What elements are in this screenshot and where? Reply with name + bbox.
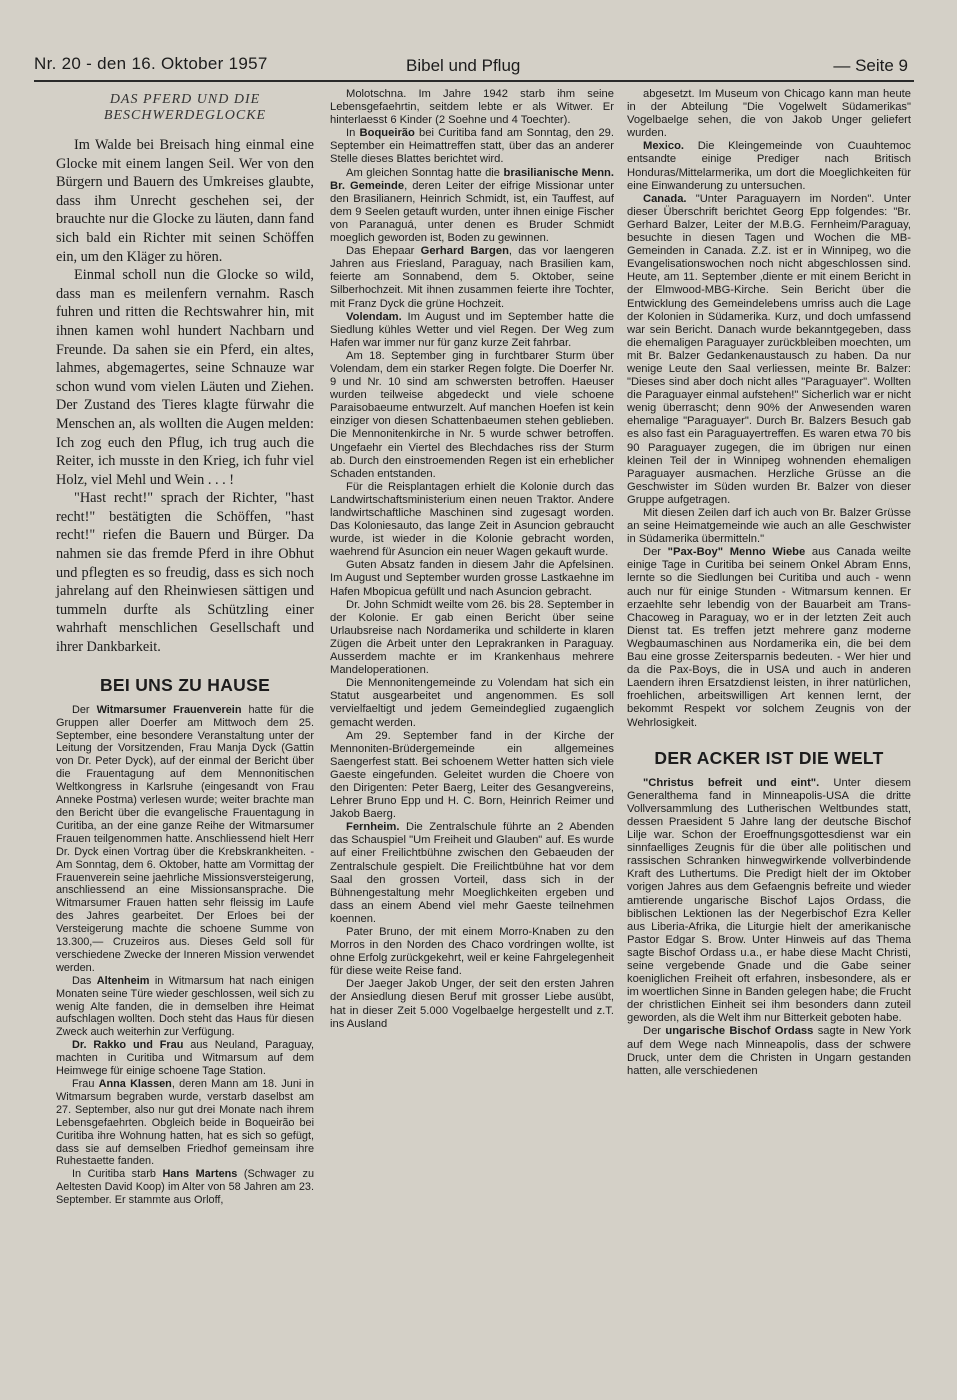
news-item: Fernheim. Die Zentralschule führte an 2 Abenden das Schauspiel "Um Freiheit und Glauben" auf. Es wurde auf einer Freilichtbühne zwischen den Gebaeuden der Zentralschule gespielt. Die Freilichtbühne hat vor dem Saal den grossen Vorteil, dass sich in der Bühnengestaltung mehr Moeglichkeiten ergeben und dass an einem Abend viel mehr Gaeste teilnehmen koennen. (330, 821, 614, 925)
newspaper-title: Bibel und Pflug (406, 56, 521, 75)
news-item: Am gleichen Sonntag hatte die brasilianische Menn. Br. Gemeinde, deren Leiter der eifrige Missionar unter den Brasilianern, Heinrich Schmidt, ist, ein Tauffest, auf dem 9 Seelen getauft wurden, unter ihnen einige Fischer von Paranaguá, unter denen es Bruder Schmidt moeglich geworden ist, Boden zu gewinnen. (330, 166, 615, 245)
news-list-home (56, 704, 314, 1207)
news-item: Canada. "Unter Paraguayern im Norden". Unter dieser Überschrift berichtet Georg Epp folgendes: "Br. Gerhard Balzer, Leiter der M.B.G. Fernheim/Paraguay, besuchte in diesen Tagen und Wochen die MB-Gemeinden in Canada. Z.Z. ist er in Winnipeg, wo die Evangelisationswochen noch nicht abgeschlossen sind. Heute, am 11. September ‚diente er mit einem Bericht in der Elmwood-MBG-Kirche. Sein Bericht über die Entwicklung des Gemeindelebens umriss auch die Lage der Kolonien in Südamerika. Kurz, und doch umfassend war sein Bericht. Danach wurde bekanntgegeben, dass die ehemaligen Paraguayer zurückbleiben moechten, um mit Br. Balzer Gedankenaustausch zu haben. Da nur wenige Leute den Saal verliessen, meinte Br. Balzer: "Dieses sind aber doch nicht alles "Paraguayer". Wollten die Paraguayer einmal aufstehen!" Sicherlich war er nicht wenig überrascht; denn 90% der Anwesenden waren ehemalige "Paraguayer". Durch Br. Balzers Besuch gab es also fast ein Paraguayertreffen. Es waren etwa 70 bis 90 Paraguayer zugegen, die im übrigen nur einen kleinen Teil der in Winnipeg wohnenden ehemaligen Paraguayer ausmachen. Herzliche Grüsse an die Geschwister im Süden wurden Br. Balzer von dieser Gruppe aufgetragen. (627, 192, 911, 506)
story-body (56, 136, 314, 657)
news-item: Dr. Rakko und Frau aus Neuland, Paraguay, machten in Curitiba und Witmarsum auf dem Heimwege für einige schoene Tage Station. (56, 1039, 314, 1078)
news-item: Die Mennonitengemeinde zu Volendam hat sich ein Statut ausgearbeitet und angenommen. Es soll vervielfaeltigt und jedem Gemeindeglied zugaenglich gemacht werden. (330, 677, 614, 729)
news-item: Am 18. September ging in furchtbarer Sturm über Volendam, dem ein starker Regen folgte. Die Doerfer Nr. 9 und Nr. 10 sind am schwersten betroffen. Haeuser wurden teilweise abgedeckt und viele schoene Paraisobaeume entwurzelt. Auf manchen Hoefen ist kein einziger von diesen Schattenbaeumen stehen geblieben. Die Mennonitenkirche in Nr. 5 wurde schwer betroffen. Ungefaehr ein Viertel des Blechdaches riss der Sturm ab. Durch den einstroemenden Regen ist ein erheblicher Schaden entstanden. (330, 349, 614, 480)
news-item: Der ungarische Bischof Ordass sagte in New York auf dem Wege nach Minneapolis, dass der schwere Druck, unter dem die Christen in Ungarn gestanden hatten, alle verschiedenen (627, 1025, 911, 1077)
news-item: In Curitiba starb Hans Martens (Schwager zu Aeltesten David Koop) im Alter von 58 Jahren am 23. September. Er stammte aus Orloff, (56, 1168, 315, 1207)
page-number: — Seite 9 (833, 56, 908, 75)
news-item: Der "Pax-Boy" Menno Wiebe aus Canada weilte einige Tage in Curitiba bei seinem Onkel Abram Enns, lernte so die Siedlungen bei Curitiba und auch - wenn auch nur für einige Stunden - Witmarsum kennen. Er erzaehlte sehr lebendig von der Bauarbeit am Trans-Chacoweg in Paraguay, wo er in der letzten Zeit auch Dienst tat. Es treffen jetzt mehrere ganz moderne Wegbaumaschinen aus Nordamerika ein, die bei dem Bau eine grosse Zeitersparnis bedeuten. - Wer hier und da die Pax-Boys, die in USA und auch in anderen Laendern ihren Ersatzdienst leisten, in ihrer natürlichen, froehlichen, arbeitswilligen Art kennen lernt, der bekommt Respekt vor solchem Zeugnis von der Wehrlosigkeit. (627, 546, 911, 729)
news-item: Dr. John Schmidt weilte vom 26. bis 28. September in der Kolonie. Er gab einen Bericht über seine Urlaubsreise nach Nordamerika und schilderte in klaren Zügen die Arbeit unter den Leprakranken in Paraguay. Ausserdem machte er im Krankenhaus mehrere Mandeloperationen. (330, 598, 614, 677)
section-heading-world: DER ACKER IST DIE WELT (654, 747, 884, 768)
issue-date: Nr. 20 - den 16. Oktober 1957 (34, 54, 268, 73)
news-item: Am 29. September fand in der Kirche der Mennoniten-Brüdergemeinde ein allgemeines Saengerfest statt. Bei schoenem Wetter hatten sich viele Gaeste eingefunden. Geleitet wurden die Choere von den Dirigenten: Peter Baerg, Leiter des Gesangvereins, Lehrer Bruno Epp und H. C. Born, Heinrich Reimer und Jakob Baerg. (330, 729, 614, 821)
news-item: Pater Bruno, der mit einem Morro-Knaben zu den Morros in den Norden des Chaco vordringen wollte, ist ohne Erfolg zurückgekehrt, weil er keine Fahrgelegenheit für diese weite Reise fand. (330, 926, 614, 978)
news-item: Mexico. Die Kleingemeinde von Cuauhtemoc entsandte einige Prediger nach Britisch Honduras/Mittelarmerika, um dort die Moeglichkeiten für eine Einwanderung zu untersuchen. (627, 140, 911, 192)
news-item: Der Jaeger Jakob Unger, der seit den ersten Jahren der Ansiedlung diesen Beruf mit grosser Liebe ausübt, hat in dieser Zeit 5.000 Vogelbaelge hergestellt und z.T. ins Ausland (330, 978, 614, 1030)
news-item: Guten Absatz fanden in diesem Jahr die Apfelsinen. Im August und September wurden grosse Lastkaehne im Hafen Mbopicua gefüllt und nach Asuncion gebracht. (330, 559, 614, 598)
news-item: In Boqueirão bei Curitiba fand am Sonntag, den 29. September ein Heimattreffen statt, über das an anderer Stelle dieses Blattes berichtet wird. (330, 127, 614, 166)
news-item: Der Witmarsumer Frauenverein hatte für die Gruppen aller Doerfer am Mittwoch dem 25. September, eine besondere Veranstaltung unter der Leitung der Vorsitzenden, Frau Manja Dyck (Gattin von Dr. Peter Dyck), auf der einmal der Bericht über die Frauentagung auf dem Mennonitischen Weltkongress in Karlsruhe (eingesandt von Frau Anneke Postma) verlesen wurde; weiter brachte man den Bericht über die evangelische Frauentagung in Curitiba, an der eine ganze Reihe der Witmarsumer Frauen teilgenommen hatte. Anschliessend hielt Herr Dr. Dyck einen Vortrag über die Krebskrankheiten. - Am Sonntag, dem 6. Oktober, hatte am Vormittag der Frauenverein seine jaehrliche Missionsversteigerung, anschliessend an eine Missionsansprache. Die Witmarsumer Frauen hatten sehr fleissig im Laufe des Jahres gearbeitet. Der Erloes bei der Versteigerung machte die schoene Summe von 13.300,— Cruzeiros aus. Dieses Geld soll für verschiedene Zwecke der Inneren Mission verwendet werden. (56, 703, 314, 974)
news-item: abgesetzt. Im Museum von Chicago kann man heute in der Abteilung "Die Vogelwelt Südamerikas" Vogelbaelge sehen, die von Jakob Unger geliefert wurden. (627, 88, 911, 140)
story-paragraph: Einmal scholl nun die Glocke so wild, dass man es meilenfern vernahm. Rasch fuhren und ritten die Rechtswahrer hin, mit ihnen kamen wohl hundert Nachbarn und Freunde. Da sahen sie ein Pferd, ein altes, lahmes, abgemagertes, seine Schnauze war schon wund vom vielen Läuten und Ziehen. Der Zustand des Tieres klagte fürwahr die Menschen an, als wollten die Augen melden: Ich zog euch den Pflug, ich trug auch die Reiter, ich musste in den Krieg, ich fuhr viel Holz, viel Mehl und Wein . . . ! (56, 267, 314, 488)
news-item: "Christus befreit und eint". Unter diesem Generalthema fand in Minneapolis-USA die dritte Vollversammlung des Lutherischen Weltbundes statt, dessen Praesident 5 Jahre lang der deutsche Bischof Lilje war. Schon der Eroeffnungsgottesdienst war ein sinnfaelliges Zeugnis für die über alle politischen und rassischen Schranken hinwegwirkende vollverbindende Kraft des Luthertums. Die Predigt hielt der im Oktober vorigen Jahres aus dem Gefaengnis befreite und wieder amtierende ungarische Bischof Lajos Ordass, die biblischen Lektionen las der Negerbischof Ezra Keller aus Liberia-Afrika, die Liturgie hielt der amerikanische Pastor Edgar S. Brow. Unter Hinweis auf das Thema sagte Bischof Ordass u.a., er habe diese Macht Christi, seine vergebende Gnade und die Gabe seiner koeniglichen Freiheit oft erfahren, insbesondere, als er im woertlichen Sinne in Banden gelegen habe; die Frucht der christlichen Einheit sei ihm besonders dann zuteil geworden, als die Welt ihm nur Bitterkeit geboten habe. (627, 776, 911, 1025)
story-paragraph: "Hast recht!" sprach der Richter, "hast recht!" bestätigten die Schöffen, "hast recht!" riefen die Bauern und Bürger. Da nahmen sie das fremde Pferd in ihre Obhut und pflegten es so freudig, dass es sich noch jahrelang auf den Rheinwiesen sättigen und tummeln durfte als Schützling einer wahrhaft menschlichen Gesellschaft und ihrer Dankbarkeit. (56, 490, 314, 656)
page-header (34, 50, 914, 82)
column-1 (56, 88, 314, 1207)
column-3 (627, 88, 911, 1078)
story-title: DAS PFERD UND DIE BESCHWERDEGLOCKE (103, 92, 267, 123)
news-item: Volendam. Im August und im September hatte die Siedlung kühles Wetter und viel Regen. Der Weg zum Hafen war immer nur für ganz kurze Zeit fahrbar. (330, 310, 614, 349)
news-item: Das Ehepaar Gerhard Bargen, das vor laengeren Jahren aus Friesland, Paraguay, nach Brasilien kam, feierte am Sonnabend, dem 5. Oktober, seine Silberhochzeit. Mit ihnen zusammen feierte ihre Tochter, mit Franz Dyck die grüne Hochzeit. (330, 245, 614, 310)
story-paragraph: Im Walde bei Breisach hing einmal eine Glocke mit einem langen Seil. Wer von den Bürgern und Bauern des Umkreises glaubte, dass ihm Unrecht geschehen sei, der brauchte nur die Glocke zu läuten, dann fand sich bald ein Richter mit seinen Schöffen ein, um den Kläger zu hören. (56, 137, 314, 265)
news-item: Frau Anna Klassen, deren Mann am 18. Juni in Witmarsum begraben wurde, verstarb daselbst am 27. September, also nur gut drei Monate nach ihrem Lebensgefaehrten. Obgleich beide in Boqueirão bei Curitiba ihre Wohnung hatten, hat es sich so gefügt, dass sie auf demselben Friedhof gemeinsam ihre Ruhestaette fanden. (56, 1078, 314, 1168)
section-heading-home: BEI UNS ZU HAUSE (99, 674, 271, 695)
news-item: Für die Reisplantagen erhielt die Kolonie durch das Landwirtschaftsministerium einen neuen Traktor. Andere landwirtschaftliche Maschinen sind zugesagt worden. Das Koloniesauto, das lange Zeit in Asuncion gebraucht wurde, ist wieder in die Kolonie gebracht worden, waehrend für Asuncion ein neuer Wagen gekauft wurde. (330, 480, 614, 559)
news-item: Das Altenheim in Witmarsum hat nach einigen Monaten seine Türe wieder geschlossen, weil sich zu wenig Alte fanden, die in demselben ihre Heimat aufschlagen wollten. Doch steht das Haus für diesen Zweck auch weiterhin zur Verfügung. (56, 974, 314, 1039)
news-item: Molotschna. Im Jahre 1942 starb ihm seine Lebensgefaehrtin, seitdem lebte er als Witwer. Er hinterlaesst 6 Kinder (2 Soehne und 4 Toechter). (330, 88, 614, 127)
column-2 (330, 88, 614, 1031)
news-item: Mit diesen Zeilen darf ich auch von Br. Balzer Grüsse an seine Heimatgemeinde wie auch an alle Geschwister in Südamerika übermitteln." (627, 507, 911, 546)
